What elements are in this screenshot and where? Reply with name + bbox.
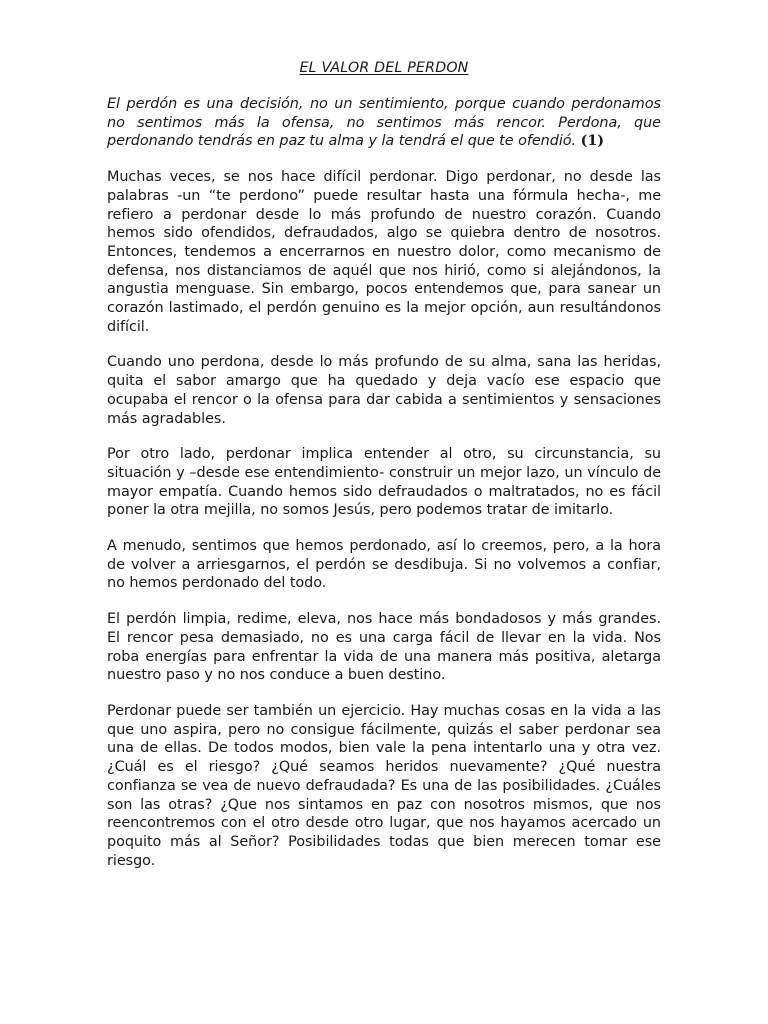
paragraph-2: Cuando uno perdona, desde lo más profundo de su alma, sana las heridas, quita el sabor amargo que ha quedado y deja vacío ese espacio que ocupaba el rencor o la ofensa para dar cabida a sentimientos y sensaciones más agradables.: [107, 354, 661, 427]
paragraph-3: Por otro lado, perdonar implica entender al otro, su circunstancia, su situación y –desde ese entendimiento- construir un mejor lazo, un vínculo de mayor empatía. Cuando hemos sido defraudados o maltratados, no es fácil poner la otra mejilla, no somos Jesús, pero podemos tratar de imitarlo.: [107, 446, 661, 519]
paragraph-5: El perdón limpia, redime, eleva, nos hace más bondadosos y más grandes. El rencor pesa demasiado, no es una carga fácil de llevar en la vida. Nos roba energías para enfrentar la vida de una manera más positiva, aletarga nuestro paso y no nos conduce a buen destino.: [107, 611, 661, 684]
intro-text: El perdón es una decisión, no un sentimiento, porque cuando perdonamos no sentimos más la ofensa, no sentimos más rencor. Perdona, que perdonando tendrás en paz tu alma y la tendrá el que te ofendió.: [107, 96, 661, 150]
document-title: EL VALOR DEL PERDON: [299, 60, 469, 76]
footnote-reference: (1): [580, 132, 605, 150]
document-page: [107, 58, 661, 887]
paragraph-1: Muchas veces, se nos hace difícil perdonar. Digo perdonar, no desde las palabras -un “te perdono” puede resultar hasta una fórmula hecha-, me refiero a perdonar desde lo más profundo de nuestro corazón. Cuando hemos sido ofendidos, defraudados, algo se quiebra dentro de nosotros. Entonces, tendemos a encerrarnos en nuestro dolor, como mecanismo de defensa, nos distanciamos de aquél que nos hirió, como si alejándonos, la angustia menguase. Sin embargo, pocos entendemos que, para sanear un corazón lastimado, el perdón genuino es la mejor opción, aun resultándonos difícil.: [107, 169, 661, 335]
paragraph-4: A menudo, sentimos que hemos perdonado, así lo creemos, pero, a la hora de volver a arriesgarnos, el perdón se desdibuja. Si no volvemos a confiar, no hemos perdonado del todo.: [107, 538, 661, 592]
intro-paragraph: [107, 95, 661, 151]
paragraph-6: Perdonar puede ser también un ejercicio. Hay muchas cosas en la vida a las que uno aspira, pero no consigue fácilmente, quizás el saber perdonar sea una de ellas. De todos modos, bien vale la pena intentarlo una y otra vez. ¿Cuál es el riesgo? ¿Qué seamos heridos nuevamente? ¿Qué nuestra confianza se vea de nuevo defraudada? Es una de las posibilidades. ¿Cuáles son las otras? ¿Que nos sintamos en paz con nosotros mismos, que nos reencontremos con el otro desde otro lugar, que nos hayamos acercado un poquito más al Señor? Posibilidades todas que bien merecen tomar ese riesgo.: [107, 702, 661, 869]
